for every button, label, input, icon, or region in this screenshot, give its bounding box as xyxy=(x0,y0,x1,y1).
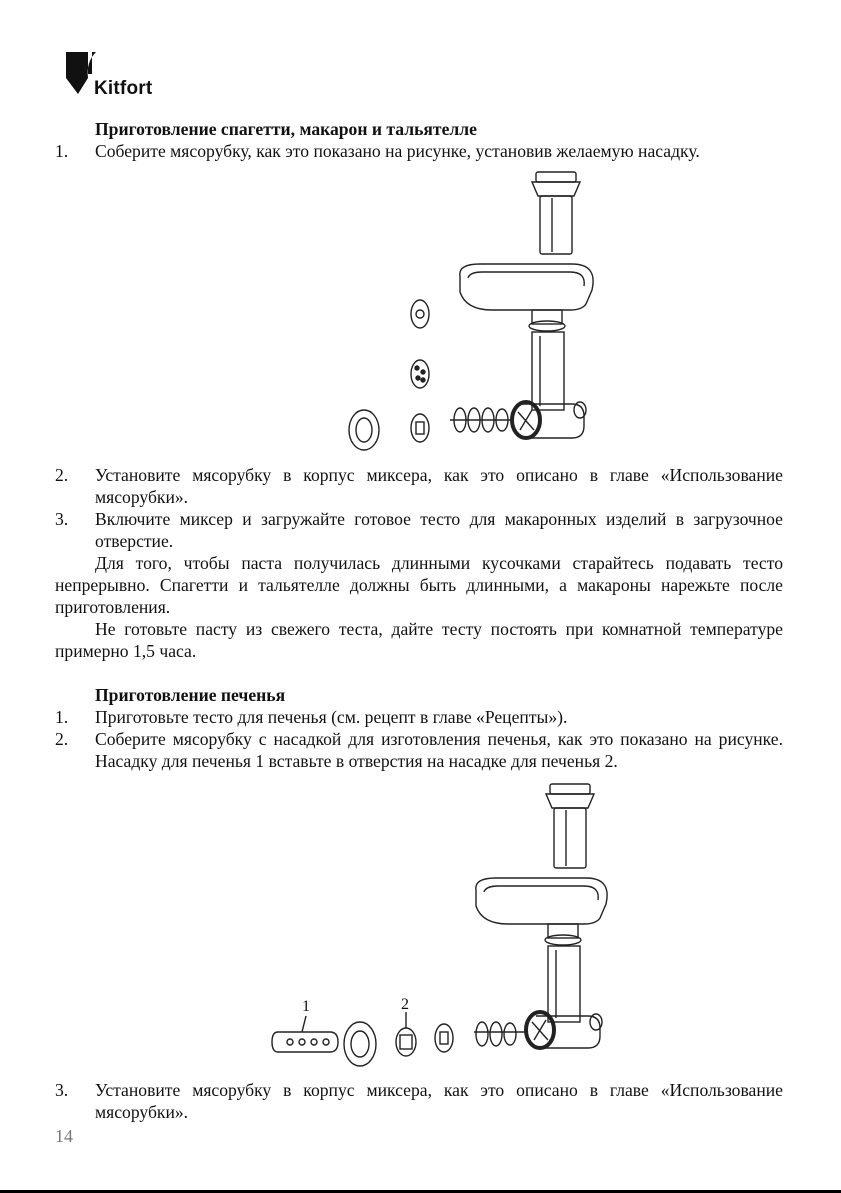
list-item xyxy=(55,1079,783,1123)
section-spaghetti-continued xyxy=(55,464,783,772)
list-text: Включите миксер и загружайте готовое тесто для макаронных изделий в загрузочное отверстие. xyxy=(95,509,783,551)
figure-label-2: 2 xyxy=(401,996,409,1013)
paragraph: Не готовьте пасту из свежего теста, дайте тесту постоять при комнатной температуре примерно 1,5 часа. xyxy=(55,619,783,661)
list-item xyxy=(55,508,783,552)
figure-label-1: 1 xyxy=(302,998,310,1015)
section-cookies-continued xyxy=(55,1079,783,1123)
list-item xyxy=(55,706,783,728)
list-text: Соберите мясорубку с насадкой для изготовления печенья, как это показано на рисунке. Насадку для печенья 1 вставьте в отверстия на насадке для печенья 2. xyxy=(95,729,783,771)
section-title: Приготовление печенья xyxy=(95,685,286,705)
list-text: Установите мясорубку в корпус миксера, как это описано в главе «Использование мясорубки». xyxy=(95,1080,783,1122)
page-number: 14 xyxy=(55,1126,73,1146)
list-text: Приготовьте тесто для печенья (см. рецепт в главе «Рецепты»). xyxy=(95,707,568,727)
list-number: 1. xyxy=(55,707,69,727)
brand-name: Kitfort xyxy=(94,78,153,99)
list-text: Установите мясорубку в корпус миксера, как это описано в главе «Использование мясорубки». xyxy=(95,465,783,507)
section-spaghetti xyxy=(55,118,783,162)
paragraph: Для того, чтобы паста получилась длинными кусочками старайтесь подавать тесто непрерывно. Спагетти и тальятелле должны быть длинными, а макароны нарежьте после приготовления. xyxy=(55,553,783,617)
meat-grinder-figure-pasta xyxy=(340,168,600,452)
list-number: 3. xyxy=(55,1080,69,1100)
list-number: 3. xyxy=(55,509,69,529)
list-item xyxy=(55,464,783,508)
list-number: 1. xyxy=(55,141,69,161)
list-item xyxy=(55,728,783,772)
section-title: Приготовление спагетти, макарон и тальятелле xyxy=(95,119,477,139)
list-number: 2. xyxy=(55,465,69,485)
meat-grinder-figure-cookies xyxy=(268,780,614,1070)
list-text: Соберите мясорубку, как это показано на рисунке, установив желаемую насадку. xyxy=(95,141,700,161)
list-item xyxy=(55,140,783,162)
list-number: 2. xyxy=(55,729,69,749)
